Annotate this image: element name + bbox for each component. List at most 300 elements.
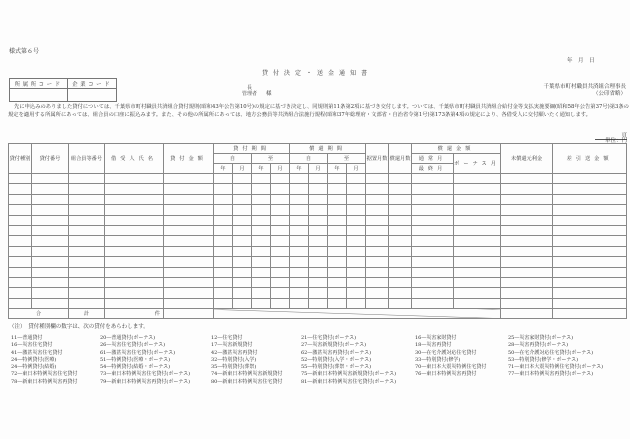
table-cell[interactable] bbox=[105, 298, 164, 308]
table-cell[interactable] bbox=[214, 194, 233, 204]
affiliate-code-field[interactable] bbox=[10, 89, 68, 102]
table-cell[interactable] bbox=[271, 205, 290, 215]
legend-item: 73―東日本特例災害住宅貸付(ボーナス) bbox=[100, 371, 191, 378]
table-cell[interactable] bbox=[164, 225, 214, 235]
table-cell[interactable] bbox=[233, 225, 252, 235]
table-cell[interactable] bbox=[389, 288, 412, 298]
table-cell[interactable] bbox=[454, 205, 501, 215]
table-cell[interactable] bbox=[9, 215, 32, 225]
table-cell[interactable] bbox=[501, 298, 553, 308]
table-cell[interactable] bbox=[501, 277, 553, 287]
table-cell[interactable] bbox=[412, 246, 454, 256]
table-cell[interactable] bbox=[233, 184, 252, 194]
table-cell[interactable] bbox=[252, 298, 271, 308]
table-cell[interactable] bbox=[214, 205, 233, 215]
table-cell[interactable] bbox=[328, 267, 347, 277]
table-cell[interactable] bbox=[501, 215, 553, 225]
table-cell[interactable] bbox=[501, 288, 553, 298]
table-cell[interactable] bbox=[328, 246, 347, 256]
legend-note: （注） 貸付種別欄の数字は、次の貸付をあらわします。 bbox=[9, 324, 149, 330]
legend-item: 74―新東日本特例災害新規貸付 bbox=[211, 371, 283, 378]
table-cell[interactable] bbox=[233, 205, 252, 215]
table-cell[interactable] bbox=[164, 236, 214, 246]
date-line: 年 月 日 bbox=[567, 58, 595, 64]
table-cell[interactable] bbox=[366, 298, 389, 308]
table-cell[interactable] bbox=[69, 225, 105, 235]
table-cell[interactable] bbox=[290, 225, 309, 235]
body-text: 先に申込みのありました貸付については、千葉県市町村職員共済組合貸付規則(昭和43年公告第10号)の規定に基づき決定し、同規則第11条第2項に基づき交付します。ついては、千葉県市町村職員共済組合給付金等支払実施要綱(昭和58年公告第37号)第3条の規定を適用する所属所にあっては、組合員の口座に振込みます。また、その他の所属所にあっては、地方公務員等共済組合法施行規程(昭和37年総理府・文部省・自治省令第1号)第173条第4項の規定により、各借受人に交付願いたく通知します。 bbox=[8, 104, 629, 118]
table-cell[interactable] bbox=[389, 246, 412, 256]
header-repay-amount: 償還金額 bbox=[412, 144, 501, 154]
table-cell[interactable] bbox=[366, 225, 389, 235]
legend-item: 17―災害新規貸付 bbox=[211, 342, 253, 349]
table-cell[interactable] bbox=[290, 215, 309, 225]
table-cell[interactable] bbox=[454, 246, 501, 256]
table-cell[interactable] bbox=[9, 277, 32, 287]
table-cell[interactable] bbox=[454, 194, 501, 204]
table-cell[interactable] bbox=[309, 257, 328, 267]
table-cell[interactable] bbox=[553, 184, 627, 194]
table-cell[interactable] bbox=[214, 257, 233, 267]
table-cell[interactable] bbox=[252, 215, 271, 225]
table-cell[interactable] bbox=[366, 288, 389, 298]
table-cell[interactable] bbox=[233, 236, 252, 246]
table-cell[interactable] bbox=[290, 236, 309, 246]
table-cell[interactable] bbox=[412, 174, 454, 184]
table-cell[interactable] bbox=[501, 174, 553, 184]
addressee-line2: 管理者 bbox=[242, 91, 258, 97]
table-cell[interactable] bbox=[69, 236, 105, 246]
legend-item: 79―新東日本特例災害再貸付(ボーナス) bbox=[100, 378, 191, 385]
table-cell[interactable] bbox=[389, 257, 412, 267]
table-cell[interactable] bbox=[347, 194, 366, 204]
table-cell[interactable] bbox=[69, 246, 105, 256]
table-cell[interactable] bbox=[32, 194, 69, 204]
table-cell[interactable] bbox=[164, 267, 214, 277]
table-cell[interactable] bbox=[347, 174, 366, 184]
table-cell[interactable] bbox=[347, 257, 366, 267]
table-cell[interactable] bbox=[32, 174, 69, 184]
table-cell[interactable] bbox=[366, 174, 389, 184]
table-cell[interactable] bbox=[347, 277, 366, 287]
table-cell[interactable] bbox=[164, 298, 214, 308]
table-cell[interactable] bbox=[105, 174, 164, 184]
table-cell[interactable] bbox=[553, 288, 627, 298]
table-cell[interactable] bbox=[9, 257, 32, 267]
table-cell[interactable] bbox=[69, 184, 105, 194]
table-cell[interactable] bbox=[252, 257, 271, 267]
table-cell[interactable] bbox=[252, 246, 271, 256]
table-cell[interactable] bbox=[366, 194, 389, 204]
table-cell[interactable] bbox=[233, 267, 252, 277]
table-cell[interactable] bbox=[366, 205, 389, 215]
table-cell[interactable] bbox=[389, 205, 412, 215]
table-cell[interactable] bbox=[32, 277, 69, 287]
table-cell[interactable] bbox=[164, 277, 214, 287]
table-row bbox=[9, 236, 627, 246]
table-cell[interactable] bbox=[32, 205, 69, 215]
table-cell[interactable] bbox=[328, 215, 347, 225]
legend-item: 12―住宅貸付 bbox=[211, 335, 243, 341]
legend-item: 20―普通貸付(ボーナス) bbox=[100, 335, 156, 341]
table-cell[interactable] bbox=[454, 267, 501, 277]
table-cell[interactable] bbox=[366, 184, 389, 194]
table-cell[interactable] bbox=[328, 205, 347, 215]
table-cell[interactable] bbox=[105, 277, 164, 287]
table-cell[interactable] bbox=[309, 225, 328, 235]
table-cell[interactable] bbox=[412, 215, 454, 225]
table-cell[interactable] bbox=[309, 288, 328, 298]
table-cell[interactable] bbox=[309, 205, 328, 215]
table-cell[interactable] bbox=[290, 174, 309, 184]
table-cell[interactable] bbox=[389, 277, 412, 287]
table-row bbox=[9, 277, 627, 287]
header-final-month: 最終月 bbox=[412, 164, 454, 174]
table-cell[interactable] bbox=[501, 236, 553, 246]
header-month: 月 bbox=[347, 164, 366, 174]
table-row bbox=[9, 246, 627, 256]
table-cell[interactable] bbox=[412, 267, 454, 277]
table-cell[interactable] bbox=[309, 236, 328, 246]
table-cell[interactable] bbox=[252, 267, 271, 277]
total-unpaid-principal[interactable] bbox=[501, 309, 553, 319]
table-cell[interactable] bbox=[233, 277, 252, 287]
header-month: 月 bbox=[309, 164, 328, 174]
table-cell[interactable] bbox=[309, 267, 328, 277]
table-cell[interactable] bbox=[105, 288, 164, 298]
table-cell[interactable] bbox=[164, 257, 214, 267]
table-cell[interactable] bbox=[214, 236, 233, 246]
table-cell[interactable] bbox=[252, 194, 271, 204]
legend-column bbox=[100, 335, 190, 386]
table-cell[interactable] bbox=[69, 267, 105, 277]
table-cell[interactable] bbox=[69, 277, 105, 287]
table-cell[interactable] bbox=[309, 215, 328, 225]
legend-item: 33―特別貸付(修学) bbox=[415, 356, 461, 363]
table-cell[interactable] bbox=[214, 246, 233, 256]
table-cell[interactable] bbox=[214, 267, 233, 277]
table-cell[interactable] bbox=[214, 225, 233, 235]
table-cell[interactable] bbox=[347, 225, 366, 235]
header-bonus-month: ボーナス月 bbox=[454, 154, 501, 174]
table-cell[interactable] bbox=[412, 205, 454, 215]
table-cell[interactable] bbox=[328, 288, 347, 298]
table-cell[interactable] bbox=[290, 288, 309, 298]
table-cell[interactable] bbox=[309, 194, 328, 204]
total-net-remittance[interactable] bbox=[553, 309, 627, 319]
table-cell[interactable] bbox=[454, 298, 501, 308]
table-cell[interactable] bbox=[164, 205, 214, 215]
table-row bbox=[9, 184, 627, 194]
table-cell[interactable] bbox=[32, 225, 69, 235]
table-cell[interactable] bbox=[454, 257, 501, 267]
table-cell[interactable] bbox=[32, 288, 69, 298]
table-cell[interactable] bbox=[9, 184, 32, 194]
table-cell[interactable] bbox=[328, 174, 347, 184]
table-row bbox=[9, 288, 627, 298]
table-cell[interactable] bbox=[501, 225, 553, 235]
legend-item: 80―新東日本特例災害住宅貸付 bbox=[211, 378, 283, 385]
table-cell[interactable] bbox=[252, 225, 271, 235]
table-cell[interactable] bbox=[271, 277, 290, 287]
table-cell[interactable] bbox=[347, 236, 366, 246]
table-cell[interactable] bbox=[389, 194, 412, 204]
unit-label: 単位：円 bbox=[604, 138, 627, 144]
table-cell[interactable] bbox=[214, 215, 233, 225]
table-cell[interactable] bbox=[233, 246, 252, 256]
header-repay-months: 償還月数 bbox=[389, 144, 412, 174]
table-cell[interactable] bbox=[233, 174, 252, 184]
header-month: 月 bbox=[271, 164, 290, 174]
table-cell[interactable] bbox=[328, 257, 347, 267]
table-row bbox=[9, 215, 627, 225]
table-cell[interactable] bbox=[9, 174, 32, 184]
table-cell[interactable] bbox=[501, 184, 553, 194]
table-cell[interactable] bbox=[389, 298, 412, 308]
legend-item: 51―特例貸付(医療・ボーナス) bbox=[100, 356, 171, 363]
table-cell[interactable] bbox=[347, 288, 366, 298]
table-cell[interactable] bbox=[412, 257, 454, 267]
table-cell[interactable] bbox=[9, 246, 32, 256]
table-cell[interactable] bbox=[214, 298, 233, 308]
table-cell[interactable] bbox=[9, 194, 32, 204]
table-cell[interactable] bbox=[366, 267, 389, 277]
table-cell[interactable] bbox=[252, 277, 271, 287]
table-cell[interactable] bbox=[553, 174, 627, 184]
table-cell[interactable] bbox=[347, 215, 366, 225]
table-cell[interactable] bbox=[366, 236, 389, 246]
table-cell[interactable] bbox=[9, 298, 32, 308]
business-code-field[interactable] bbox=[68, 89, 117, 102]
table-cell[interactable] bbox=[233, 194, 252, 204]
table-cell[interactable] bbox=[454, 277, 501, 287]
table-cell[interactable] bbox=[32, 298, 69, 308]
table-cell[interactable] bbox=[553, 267, 627, 277]
table-cell[interactable] bbox=[105, 194, 164, 204]
affiliate-code-label: 所属所コード bbox=[10, 79, 68, 89]
table-cell[interactable] bbox=[271, 225, 290, 235]
table-cell[interactable] bbox=[271, 174, 290, 184]
table-cell[interactable] bbox=[9, 236, 32, 246]
table-cell[interactable] bbox=[454, 174, 501, 184]
table-cell[interactable] bbox=[271, 246, 290, 256]
table-cell[interactable] bbox=[309, 298, 328, 308]
table-cell[interactable] bbox=[32, 257, 69, 267]
table-cell[interactable] bbox=[553, 236, 627, 246]
table-cell[interactable] bbox=[347, 205, 366, 215]
table-cell[interactable] bbox=[366, 246, 389, 256]
legend-column bbox=[11, 335, 77, 386]
header-repay-to: 至 bbox=[328, 154, 366, 164]
table-cell[interactable] bbox=[69, 298, 105, 308]
table-cell[interactable] bbox=[412, 277, 454, 287]
document-title: 貸付決定・送金通知書 bbox=[262, 70, 373, 77]
table-cell[interactable] bbox=[69, 215, 105, 225]
table-cell[interactable] bbox=[347, 184, 366, 194]
table-cell[interactable] bbox=[271, 298, 290, 308]
table-cell[interactable] bbox=[105, 205, 164, 215]
table-cell[interactable] bbox=[252, 174, 271, 184]
table-cell[interactable] bbox=[9, 267, 32, 277]
table-cell[interactable] bbox=[309, 246, 328, 256]
table-cell[interactable] bbox=[328, 225, 347, 235]
table-cell[interactable] bbox=[454, 215, 501, 225]
table-cell[interactable] bbox=[105, 267, 164, 277]
table-cell[interactable] bbox=[69, 194, 105, 204]
table-cell[interactable] bbox=[69, 205, 105, 215]
table-cell[interactable] bbox=[366, 277, 389, 287]
table-cell[interactable] bbox=[454, 184, 501, 194]
table-cell[interactable] bbox=[328, 277, 347, 287]
table-cell[interactable] bbox=[309, 184, 328, 194]
table-cell[interactable] bbox=[164, 174, 214, 184]
header-unpaid-principal: 未償還元利金 bbox=[501, 144, 553, 174]
legend-item: 24―特例貸付(結婚) bbox=[11, 364, 57, 371]
table-cell[interactable] bbox=[32, 184, 69, 194]
table-cell[interactable] bbox=[553, 225, 627, 235]
table-cell[interactable] bbox=[233, 257, 252, 267]
table-cell[interactable] bbox=[252, 184, 271, 194]
table-row bbox=[9, 298, 627, 308]
table-cell[interactable] bbox=[69, 288, 105, 298]
table-cell[interactable] bbox=[290, 257, 309, 267]
legend-item: 54―特例貸付(結婚・ボーナス) bbox=[100, 364, 171, 371]
table-cell[interactable] bbox=[501, 257, 553, 267]
table-cell[interactable] bbox=[412, 194, 454, 204]
table-cell[interactable] bbox=[366, 257, 389, 267]
table-cell[interactable] bbox=[454, 236, 501, 246]
table-cell[interactable] bbox=[164, 184, 214, 194]
table-cell[interactable] bbox=[309, 277, 328, 287]
table-cell[interactable] bbox=[290, 267, 309, 277]
table-cell[interactable] bbox=[9, 288, 32, 298]
table-cell[interactable] bbox=[553, 246, 627, 256]
table-cell[interactable] bbox=[328, 298, 347, 308]
table-cell[interactable] bbox=[214, 288, 233, 298]
table-cell[interactable] bbox=[309, 174, 328, 184]
table-cell[interactable] bbox=[553, 215, 627, 225]
legend-item: 30―在宅介護対応住宅貸付 bbox=[415, 349, 477, 356]
table-row bbox=[9, 225, 627, 235]
table-cell[interactable] bbox=[501, 246, 553, 256]
table-cell[interactable] bbox=[389, 267, 412, 277]
table-cell[interactable] bbox=[164, 288, 214, 298]
table-cell[interactable] bbox=[553, 277, 627, 287]
table-cell[interactable] bbox=[214, 174, 233, 184]
table-cell[interactable] bbox=[105, 246, 164, 256]
table-cell[interactable] bbox=[271, 184, 290, 194]
table-cell[interactable] bbox=[271, 236, 290, 246]
table-cell[interactable] bbox=[454, 288, 501, 298]
table-cell[interactable] bbox=[233, 215, 252, 225]
table-cell[interactable] bbox=[389, 174, 412, 184]
table-cell[interactable] bbox=[290, 298, 309, 308]
total-label-a: 合 bbox=[9, 309, 69, 319]
table-cell[interactable] bbox=[290, 205, 309, 215]
table-cell[interactable] bbox=[105, 225, 164, 235]
header-member-number: 組合員等番号 bbox=[69, 144, 105, 174]
table-cell[interactable] bbox=[553, 257, 627, 267]
legend-item: 26―災害住宅貸付(ボーナス) bbox=[100, 342, 166, 349]
table-cell[interactable] bbox=[105, 257, 164, 267]
table-cell[interactable] bbox=[389, 225, 412, 235]
table-cell[interactable] bbox=[290, 184, 309, 194]
legend-column bbox=[415, 335, 486, 379]
legend-item: 71―東日本大震災特例住宅貸付(ボーナス) bbox=[508, 364, 604, 371]
legend-item: 25―災害家財貸付(ボーナス) bbox=[508, 335, 574, 341]
table-cell[interactable] bbox=[328, 184, 347, 194]
table-cell[interactable] bbox=[105, 184, 164, 194]
table-cell[interactable] bbox=[347, 246, 366, 256]
legend-item: 32―特別貸付(入学) bbox=[211, 356, 257, 363]
table-cell[interactable] bbox=[252, 236, 271, 246]
table-cell[interactable] bbox=[290, 246, 309, 256]
table-cell[interactable] bbox=[454, 225, 501, 235]
table-cell[interactable] bbox=[32, 236, 69, 246]
table-cell[interactable] bbox=[553, 194, 627, 204]
table-cell[interactable] bbox=[105, 236, 164, 246]
table-cell[interactable] bbox=[69, 174, 105, 184]
table-cell[interactable] bbox=[501, 205, 553, 215]
table-cell[interactable] bbox=[233, 298, 252, 308]
table-cell[interactable] bbox=[328, 236, 347, 246]
table-cell[interactable] bbox=[366, 215, 389, 225]
table-cell[interactable] bbox=[164, 215, 214, 225]
table-cell[interactable] bbox=[412, 184, 454, 194]
table-cell[interactable] bbox=[252, 205, 271, 215]
table-cell[interactable] bbox=[164, 194, 214, 204]
table-cell[interactable] bbox=[9, 205, 32, 215]
table-cell[interactable] bbox=[214, 277, 233, 287]
table-cell[interactable] bbox=[233, 288, 252, 298]
table-cell[interactable] bbox=[271, 257, 290, 267]
table-cell[interactable] bbox=[347, 298, 366, 308]
table-cell[interactable] bbox=[412, 298, 454, 308]
table-cell[interactable] bbox=[252, 288, 271, 298]
table-cell[interactable] bbox=[553, 298, 627, 308]
table-cell[interactable] bbox=[290, 277, 309, 287]
table-cell[interactable] bbox=[32, 267, 69, 277]
header-year: 年 bbox=[328, 164, 347, 174]
table-cell[interactable] bbox=[412, 225, 454, 235]
table-cell[interactable] bbox=[271, 215, 290, 225]
table-cell[interactable] bbox=[389, 215, 412, 225]
table-cell[interactable] bbox=[271, 267, 290, 277]
table-cell[interactable] bbox=[501, 194, 553, 204]
table-cell[interactable] bbox=[290, 194, 309, 204]
table-cell[interactable] bbox=[412, 288, 454, 298]
table-row bbox=[9, 267, 627, 277]
table-cell[interactable] bbox=[32, 215, 69, 225]
table-cell[interactable] bbox=[412, 236, 454, 246]
table-cell[interactable] bbox=[389, 236, 412, 246]
table-cell[interactable] bbox=[105, 215, 164, 225]
table-cell[interactable] bbox=[501, 267, 553, 277]
table-cell[interactable] bbox=[389, 184, 412, 194]
table-cell[interactable] bbox=[32, 246, 69, 256]
table-cell[interactable] bbox=[214, 184, 233, 194]
table-cell[interactable] bbox=[347, 267, 366, 277]
table-cell[interactable] bbox=[271, 288, 290, 298]
table-cell[interactable] bbox=[9, 225, 32, 235]
table-cell[interactable] bbox=[553, 205, 627, 215]
table-cell[interactable] bbox=[328, 194, 347, 204]
table-cell[interactable] bbox=[271, 194, 290, 204]
table-cell[interactable] bbox=[69, 257, 105, 267]
table-cell[interactable] bbox=[164, 246, 214, 256]
total-loan-amount[interactable] bbox=[164, 309, 214, 319]
header-loan-type: 貸付種別 bbox=[9, 144, 32, 174]
